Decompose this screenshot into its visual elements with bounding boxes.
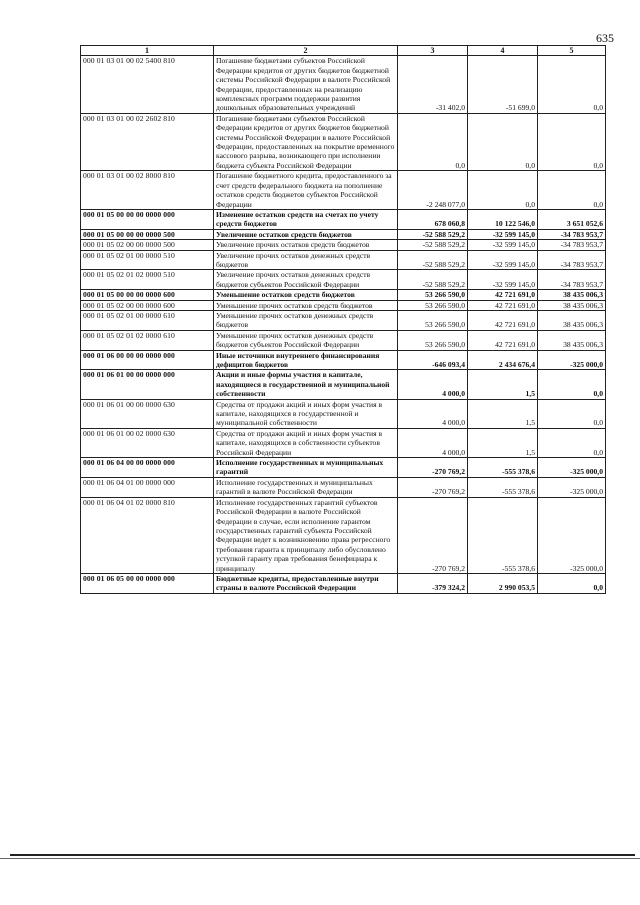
table-row bbox=[81, 428, 606, 457]
value-cell: -270 769,2 bbox=[398, 458, 468, 478]
name-cell: Увеличение прочих остатков средств бюджетов bbox=[214, 240, 398, 250]
name-cell: Погашение бюджетами субъектов Российской Федерации кредитов от других бюджетов бюджетной системы Российской Федерации в валюте Российской Федерации, предоставленных на реализацию комплексных программ поддержки развития дошкольных образовательных учреждений bbox=[214, 56, 398, 113]
code-cell: 000 01 06 04 00 00 0000 000 bbox=[81, 458, 214, 478]
table-row bbox=[81, 370, 606, 399]
value-cell: 42 721 691,0 bbox=[468, 290, 538, 300]
name-cell: Иные источники внутреннего финансирования дефицитов бюджетов bbox=[214, 350, 398, 370]
value-cell: 3 651 052,6 bbox=[538, 209, 606, 229]
value-cell: 0,0 bbox=[538, 171, 606, 210]
table-row bbox=[81, 573, 606, 593]
value-cell: -325 000,0 bbox=[538, 350, 606, 370]
code-cell: 000 01 05 00 00 00 0000 000 bbox=[81, 209, 214, 229]
name-cell: Уменьшение прочих остатков денежных средств бюджетов субъектов Российской Федерации bbox=[214, 330, 398, 350]
code-cell: 000 01 06 01 00 00 0000 000 bbox=[81, 370, 214, 399]
code-cell: 000 01 06 04 01 00 0000 000 bbox=[81, 477, 214, 497]
value-cell: -325 000,0 bbox=[538, 458, 606, 478]
value-cell: -32 599 145,0 bbox=[468, 250, 538, 270]
value-cell: -51 699,0 bbox=[468, 56, 538, 113]
value-cell: 1,5 bbox=[468, 370, 538, 399]
code-cell: 000 01 06 01 00 00 0000 630 bbox=[81, 399, 214, 428]
table-row bbox=[81, 250, 606, 270]
value-cell: 53 266 590,0 bbox=[398, 290, 468, 300]
value-cell: -34 783 953,7 bbox=[538, 250, 606, 270]
value-cell: 53 266 590,0 bbox=[398, 310, 468, 330]
code-cell: 000 01 05 02 01 00 0000 510 bbox=[81, 250, 214, 270]
value-cell: -379 324,2 bbox=[398, 573, 468, 593]
code-cell: 000 01 05 02 00 00 0000 600 bbox=[81, 300, 214, 310]
name-cell: Исполнение государственных и муниципальных гарантий в валюте Российской Федерации bbox=[214, 477, 398, 497]
value-cell: -646 093,4 bbox=[398, 350, 468, 370]
value-cell: -32 599 145,0 bbox=[468, 240, 538, 250]
name-cell: Увеличение прочих остатков денежных средств бюджетов bbox=[214, 250, 398, 270]
code-cell: 000 01 06 04 01 02 0000 810 bbox=[81, 497, 214, 573]
table-row bbox=[81, 290, 606, 300]
table-row bbox=[81, 113, 606, 170]
value-cell: 53 266 590,0 bbox=[398, 300, 468, 310]
column-number-row bbox=[81, 46, 606, 56]
value-cell: 4 000,0 bbox=[398, 370, 468, 399]
table-row bbox=[81, 240, 606, 250]
table-row bbox=[81, 330, 606, 350]
scan-edge-line bbox=[10, 854, 635, 856]
name-cell: Увеличение остатков средств бюджетов bbox=[214, 229, 398, 239]
column-header: 1 bbox=[81, 46, 214, 56]
value-cell: -34 783 953,7 bbox=[538, 270, 606, 290]
value-cell: -52 588 529,2 bbox=[398, 270, 468, 290]
value-cell: -270 769,2 bbox=[398, 477, 468, 497]
code-cell: 000 01 06 00 00 00 0000 000 bbox=[81, 350, 214, 370]
value-cell: 678 060,8 bbox=[398, 209, 468, 229]
table-row bbox=[81, 458, 606, 478]
code-cell: 000 01 06 05 00 00 0000 000 bbox=[81, 573, 214, 593]
value-cell: 53 266 590,0 bbox=[398, 330, 468, 350]
value-cell: 2 434 676,4 bbox=[468, 350, 538, 370]
value-cell: 0,0 bbox=[538, 56, 606, 113]
name-cell: Средства от продажи акций и иных форм участия в капитале, находящихся в государственной и муниципальной собственности bbox=[214, 399, 398, 428]
table-row bbox=[81, 229, 606, 239]
value-cell: 42 721 691,0 bbox=[468, 330, 538, 350]
value-cell: -32 599 145,0 bbox=[468, 270, 538, 290]
name-cell: Исполнение государственных и муниципальных гарантий bbox=[214, 458, 398, 478]
value-cell: -52 588 529,2 bbox=[398, 240, 468, 250]
value-cell: 0,0 bbox=[398, 113, 468, 170]
table-row bbox=[81, 310, 606, 330]
value-cell: -325 000,0 bbox=[538, 477, 606, 497]
code-cell: 000 01 03 01 00 02 5400 810 bbox=[81, 56, 214, 113]
name-cell: Погашение бюджетами субъектов Российской Федерации кредитов от других бюджетов бюджетной системы Российской Федерации в валюте Российской Федерации, предоставленных на покрытие временного кассового разрыва, возникающего при исполнении бюджета субъекта Российской Федерации bbox=[214, 113, 398, 170]
code-cell: 000 01 05 02 01 02 0000 610 bbox=[81, 330, 214, 350]
code-cell: 000 01 05 02 00 00 0000 500 bbox=[81, 240, 214, 250]
table-row bbox=[81, 399, 606, 428]
code-cell: 000 01 05 00 00 00 0000 500 bbox=[81, 229, 214, 239]
code-cell: 000 01 05 02 01 00 0000 610 bbox=[81, 310, 214, 330]
value-cell: -325 000,0 bbox=[538, 497, 606, 573]
value-cell: 10 122 546,0 bbox=[468, 209, 538, 229]
value-cell: 0,0 bbox=[538, 573, 606, 593]
value-cell: 0,0 bbox=[468, 171, 538, 210]
column-header: 2 bbox=[214, 46, 398, 56]
name-cell: Акции и иные формы участия в капитале, находящиеся в государственной и муниципальной собственности bbox=[214, 370, 398, 399]
code-cell: 000 01 05 02 01 02 0000 510 bbox=[81, 270, 214, 290]
value-cell: 0,0 bbox=[538, 370, 606, 399]
table-row bbox=[81, 171, 606, 210]
value-cell: 38 435 006,3 bbox=[538, 300, 606, 310]
table-row bbox=[81, 300, 606, 310]
name-cell: Уменьшение прочих остатков средств бюджетов bbox=[214, 300, 398, 310]
value-cell: 2 990 053,5 bbox=[468, 573, 538, 593]
value-cell: 0,0 bbox=[538, 399, 606, 428]
name-cell: Изменение остатков средств на счетах по учету средств бюджетов bbox=[214, 209, 398, 229]
value-cell: 38 435 006,3 bbox=[538, 310, 606, 330]
name-cell: Средства от продажи акций и иных форм участия в капитале, находящихся в собственности субъектов Российской Федерации bbox=[214, 428, 398, 457]
value-cell: 38 435 006,3 bbox=[538, 330, 606, 350]
name-cell: Уменьшение остатков средств бюджетов bbox=[214, 290, 398, 300]
value-cell: 38 435 006,3 bbox=[538, 290, 606, 300]
table-row bbox=[81, 350, 606, 370]
name-cell: Погашение бюджетного кредита, предоставленного за счет средств федерального бюджета на пополнение остатков средств бюджетов субъектов Российской Федерации bbox=[214, 171, 398, 210]
value-cell: 0,0 bbox=[538, 113, 606, 170]
name-cell: Увеличение прочих остатков денежных средств бюджетов субъектов Российской Федерации bbox=[214, 270, 398, 290]
value-cell: 1,5 bbox=[468, 399, 538, 428]
table-row bbox=[81, 209, 606, 229]
value-cell: 42 721 691,0 bbox=[468, 300, 538, 310]
value-cell: -34 783 953,7 bbox=[538, 240, 606, 250]
table-row bbox=[81, 270, 606, 290]
column-header: 3 bbox=[398, 46, 468, 56]
value-cell: -52 588 529,2 bbox=[398, 250, 468, 270]
value-cell: 42 721 691,0 bbox=[468, 310, 538, 330]
name-cell: Уменьшение прочих остатков денежных средств бюджетов bbox=[214, 310, 398, 330]
value-cell: -555 378,6 bbox=[468, 497, 538, 573]
scan-edge-line bbox=[0, 858, 640, 859]
value-cell: -2 248 077,0 bbox=[398, 171, 468, 210]
name-cell: Исполнение государственных гарантий субъектов Российской Федерации в валюте Российской Федерации в случае, если исполнение гарантом государственных гарантий субъекта Российской Федерации ведет к возникновению права регрессного требования гаранта к принципалу либо обусловлено уступкой гаранту прав требования бенефициара к принципалу bbox=[214, 497, 398, 573]
table-row bbox=[81, 477, 606, 497]
value-cell: -31 402,0 bbox=[398, 56, 468, 113]
value-cell: 4 000,0 bbox=[398, 399, 468, 428]
column-header: 4 bbox=[468, 46, 538, 56]
name-cell: Бюджетные кредиты, предоставленные внутри страны в валюте Российской Федерации bbox=[214, 573, 398, 593]
value-cell: 0,0 bbox=[468, 113, 538, 170]
table-row bbox=[81, 497, 606, 573]
value-cell: -52 588 529,2 bbox=[398, 229, 468, 239]
value-cell: -270 769,2 bbox=[398, 497, 468, 573]
column-header: 5 bbox=[538, 46, 606, 56]
budget-sources-table bbox=[80, 45, 606, 594]
value-cell: -32 599 145,0 bbox=[468, 229, 538, 239]
page-number: 635 bbox=[596, 31, 614, 45]
code-cell: 000 01 03 01 00 02 8000 810 bbox=[81, 171, 214, 210]
code-cell: 000 01 05 00 00 00 0000 600 bbox=[81, 290, 214, 300]
value-cell: 0,0 bbox=[538, 428, 606, 457]
value-cell: -34 783 953,7 bbox=[538, 229, 606, 239]
value-cell: -555 378,6 bbox=[468, 477, 538, 497]
table-row bbox=[81, 56, 606, 113]
value-cell: 4 000,0 bbox=[398, 428, 468, 457]
value-cell: -555 378,6 bbox=[468, 458, 538, 478]
code-cell: 000 01 06 01 00 02 0000 630 bbox=[81, 428, 214, 457]
code-cell: 000 01 03 01 00 02 2602 810 bbox=[81, 113, 214, 170]
value-cell: 1,5 bbox=[468, 428, 538, 457]
